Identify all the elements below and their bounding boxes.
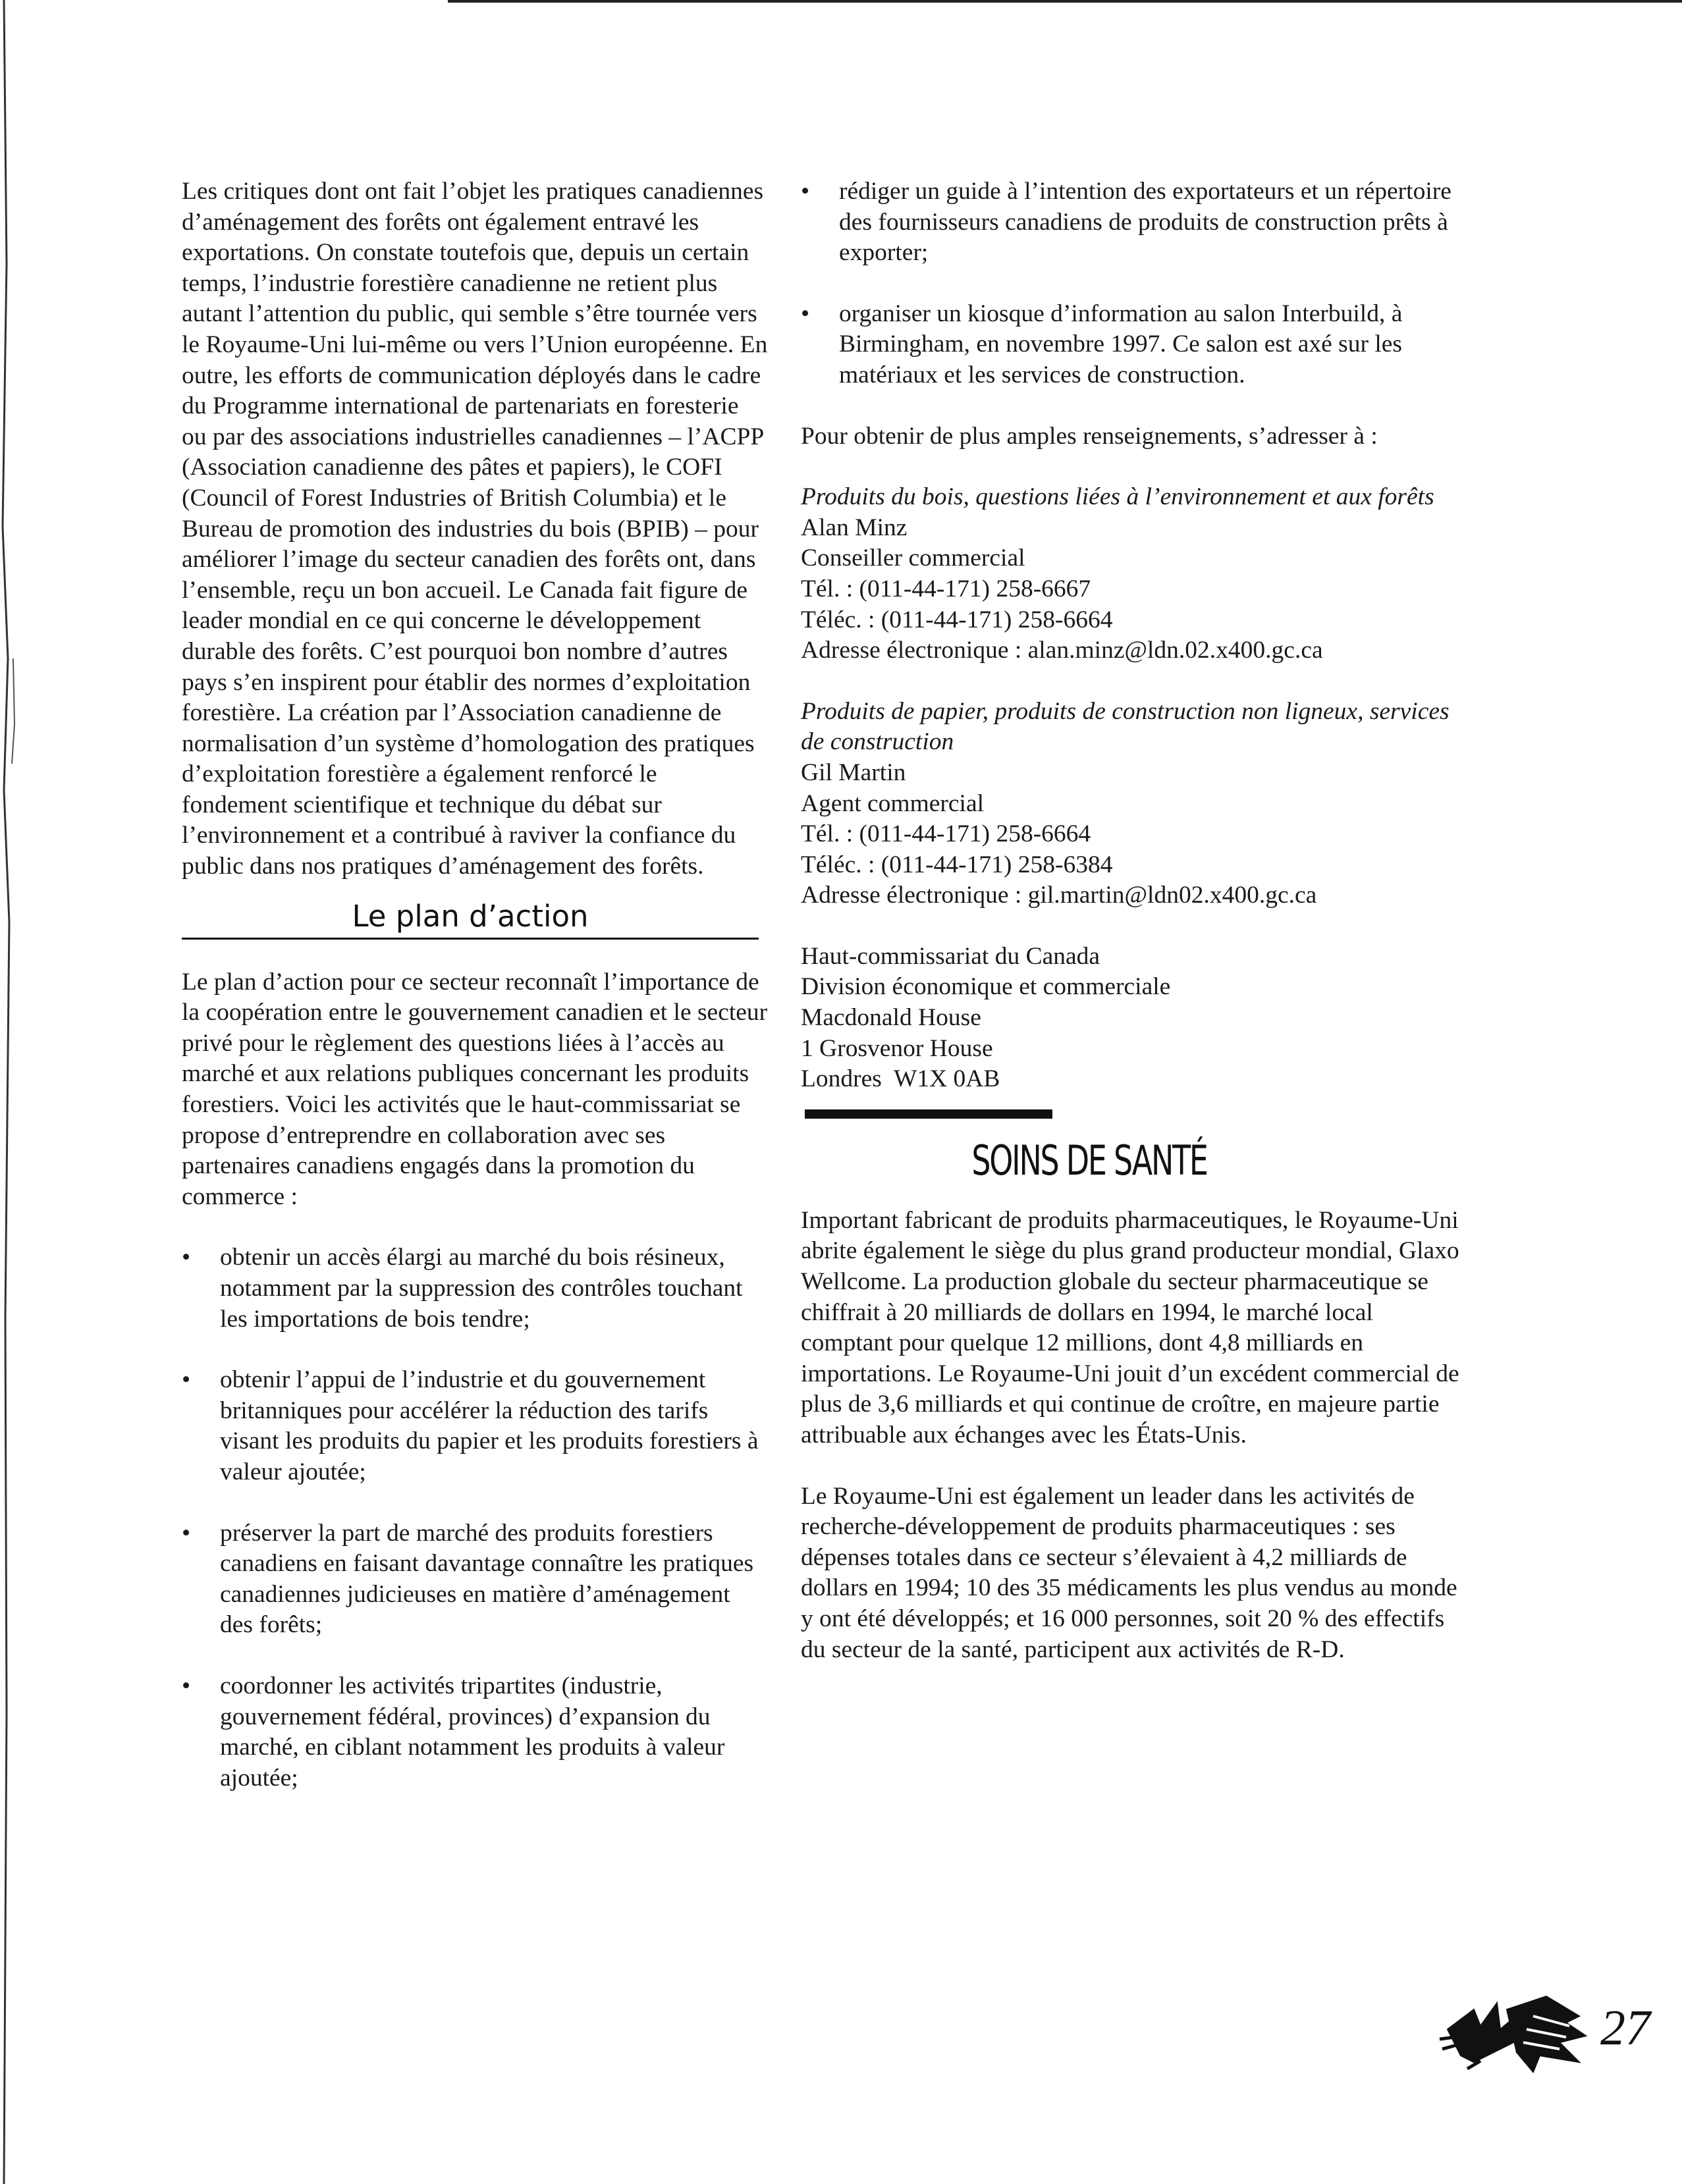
contact-fax: Téléc. : (011-44-171) 258-6384 <box>801 851 1113 878</box>
contact-block <box>801 482 1459 666</box>
action-plan-heading: Le plan d’action <box>182 898 759 940</box>
contact-name: Alan Minz <box>801 514 908 541</box>
contact-email: Adresse électronique : alan.minz@ldn.02.x400.gc.ca <box>801 637 1323 664</box>
right-column <box>801 176 1459 1665</box>
list-item: • organiser un kiosque d’information au salon Interbuild, à Birmingham, en novembre 1997. Ce salon est axé sur les matériaux et les services de construction. <box>801 299 1459 391</box>
page-number: 27 <box>1600 2000 1650 2056</box>
list-item: • rédiger un guide à l’intention des exportateurs et un répertoire des fournisseurs canadiens de produits de construction prêts à exporter; <box>801 176 1459 269</box>
section-bar <box>805 1109 1052 1119</box>
sante-heading: SOINS DE SANTÉ <box>971 1136 1207 1185</box>
left-column <box>182 176 768 1824</box>
contact-fax: Téléc. : (011-44-171) 258-6664 <box>801 606 1113 633</box>
binding-edge <box>0 0 26 2184</box>
contact-block <box>801 697 1459 911</box>
address-block <box>801 942 1459 1095</box>
action-plan-list-continued <box>801 176 1459 391</box>
info-intro: Pour obtenir de plus amples renseignements, s’adresser à : <box>801 422 1378 450</box>
address-line: 1 Grosvenor House <box>801 1034 993 1062</box>
top-rule <box>448 0 1682 3</box>
sante-paragraph: Important fabricant de produits pharmaceutiques, le Royaume-Uni abrite également le siège du plus grand producteur mondial, Glaxo Wellcome. La production globale du secteur pharmaceutique se chiffrait à 20 milliards de dollars en 1994, le marché local comptant pour quelque 12 millions, dont 4,8 milliards en importations. Le Royaume-Uni jouit d’un excédent commercial de plus de 3,6 milliards et qui continue de croître, en majeure partie attribuable aux échanges avec les États-Unis. <box>801 1206 1459 1449</box>
action-plan-paragraph: Le plan d’action pour ce secteur reconnaît l’importance de la coopération entre le gouvernement canadien et le secteur privé pour le règlement des questions liées à l’accès au marché et aux relations publiques concernant les produits forestiers. Voici les activités que le haut-commissariat se propose d’entreprendre en collaboration avec ses partenaires canadiens engagés dans la promotion du commerce : <box>182 968 768 1210</box>
contact-sector: Produits du bois, questions liées à l’environnement et aux forêts <box>801 483 1434 511</box>
intro-paragraph: Les critiques dont ont fait l’objet les pratiques canadiennes d’aménagement des forêts ont également entravé les exportations. On constate toutefois que, depuis un certain temps, l’industrie forestière canadienne ne retient plus autant l’attention du public, qui semble s’être tournée vers le Royaume-Uni lui-même ou vers l’Union européenne. En outre, les efforts de communication déployés dans le cadre du Programme international de partenariats en foresterie ou par des associations industrielles canadiennes – l’ACPP (Association canadienne des pâtes et papiers), le COFI (Council of Forest Industries of British Columbia) et le Bureau de promotion des industries du bois (BPIB) – pour améliorer l’image du secteur canadien des forêts ont, dans l’ensemble, reçu un bon accueil. Le Canada fait figure de leader mondial en ce qui concerne le développement durable des forêts. C’est pourquoi bon nombre d’autres pays s’en inspirent pour établir des normes d’exploitation forestière. La création par l’Association canadienne de normalisation d’un système d’homologation des pratiques d’exploitation forestière a également renforcé le fondement scientifique et technique du débat sur l’environnement et a contribué à raviver la confiance du public dans nos pratiques d’aménagement des forêts. <box>182 178 768 880</box>
sante-paragraph: Le Royaume-Uni est également un leader dans les activités de recherche-développement de produits pharmaceutiques : ses dépenses totales dans ce secteur s’élevaient à 4,2 milliards de dollars en 1994; 10 des 35 médicaments les plus vendus au monde y ont été développés; et 16 000 personnes, soit 20 % des effectifs du secteur de la santé, participent aux activités de R-D. <box>801 1482 1457 1663</box>
contact-title: Conseiller commercial <box>801 545 1025 572</box>
flag-logo-icon <box>1434 1990 1596 2082</box>
address-line: Division économique et commerciale <box>801 973 1171 1001</box>
contact-email: Adresse électronique : gil.martin@ldn02.x400.gc.ca <box>801 882 1317 909</box>
action-plan-list <box>182 1242 768 1794</box>
list-item: • préserver la part de marché des produits forestiers canadiens en faisant davantage connaître les pratiques canadiennes judicieuses en matière d’aménagement des forêts; <box>182 1518 768 1641</box>
contact-tel: Tél. : (011-44-171) 258-6664 <box>801 820 1091 848</box>
address-line: Londres W1X 0AB <box>801 1065 1000 1093</box>
list-item: • obtenir un accès élargi au marché du bois résineux, notamment par la suppression des contrôles touchant les importations de bois tendre; <box>182 1242 768 1335</box>
list-item: • coordonner les activités tripartites (industrie, gouvernement fédéral, provinces) d’expansion du marché, en ciblant notamment les produits à valeur ajoutée; <box>182 1671 768 1794</box>
address-line: Macdonald House <box>801 1004 981 1032</box>
contact-name: Gil Martin <box>801 759 906 786</box>
list-item: • obtenir l’appui de l’industrie et du gouvernement britanniques pour accélérer la réduction des tarifs visant les produits du papier et les produits forestiers à valeur ajoutée; <box>182 1365 768 1487</box>
address-line: Haut-commissariat du Canada <box>801 942 1100 970</box>
contact-tel: Tél. : (011-44-171) 258-6667 <box>801 575 1091 602</box>
contact-sector: Produits de papier, produits de construction non ligneux, services de construction <box>801 697 1450 756</box>
contact-title: Agent commercial <box>801 789 985 817</box>
